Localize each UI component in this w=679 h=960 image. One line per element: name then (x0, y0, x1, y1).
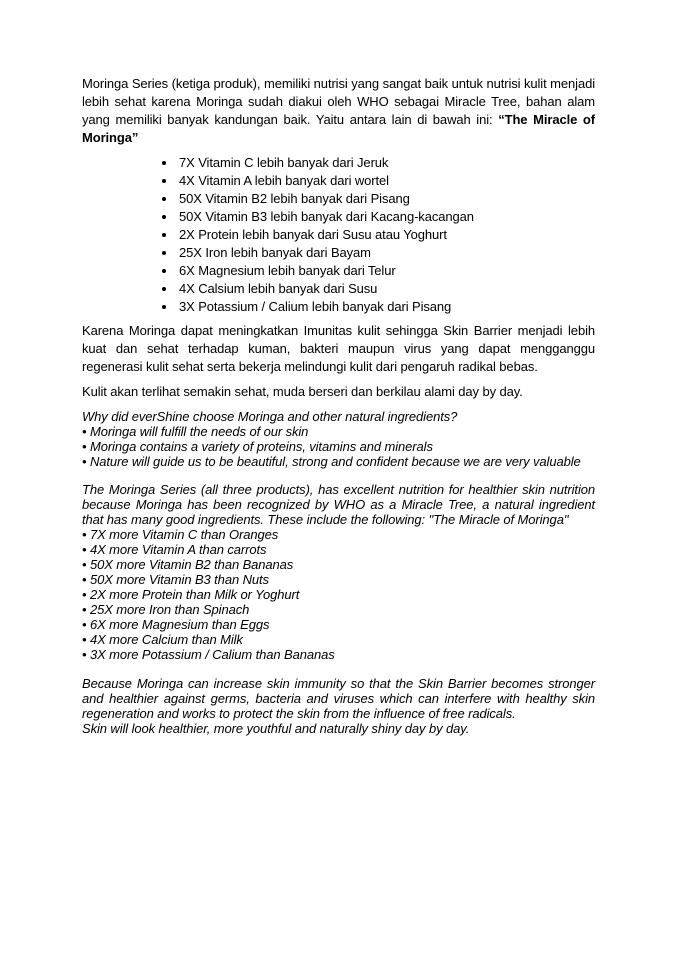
benefit-item-id: • 7X Vitamin C lebih banyak dari Jeruk (177, 154, 595, 172)
benefit-item-id: • 2X Protein lebih banyak dari Susu atau Yoghurt (177, 226, 595, 244)
moringa-benefits-list-en (82, 527, 595, 662)
benefit-item-en: • 50X more Vitamin B3 than Nuts (82, 572, 269, 587)
intro-paragraph (82, 75, 595, 147)
benefit-item-id: • 6X Magnesium lebih banyak dari Telur (177, 262, 595, 280)
benefit-item-en: • 25X more Iron than Spinach (82, 602, 250, 617)
benefit-item-en: • 4X more Vitamin A than carrots (82, 542, 267, 557)
benefit-item-id: • 3X Potassium / Calium lebih banyak dari Pisang (177, 298, 595, 316)
why-point: • Moringa contains a variety of proteins, vitamins and minerals (82, 439, 433, 454)
intro-bold-title: “The Miracle of Moringa” (82, 112, 595, 145)
benefit-item-en: • 4X more Calcium than Milk (82, 632, 243, 647)
why-point: • Moringa will fulfill the needs of our skin (82, 424, 309, 439)
benefit-item-en: • 3X more Potassium / Calium than Bananas (82, 647, 335, 662)
immunity-paragraph-id: Karena Moringa dapat meningkatkan Imunitas kulit sehingga Skin Barrier menjadi lebih kuat dan sehat terhadap kuman, bakteri maupun virus yang dapat mengganggu regenerasi kulit sehat serta bekerja melindungi kulit dari pengaruh radikal bebas. (82, 323, 595, 374)
skin-paragraph-id: Kulit akan terlihat semakin sehat, muda berseri dan berkilau alami day by day. (82, 384, 523, 399)
why-evershine-block (82, 409, 595, 469)
moringa-benefits-list-id (82, 154, 595, 316)
closing-block-en (82, 676, 595, 736)
immunity-paragraph-en: Because Moringa can increase skin immunity so that the Skin Barrier becomes stronger and healthier against germs, bacteria and viruses which can interfere with healthy skin regeneration and works to protect the skin from the influence of free radicals. (82, 676, 595, 721)
benefit-item-en: • 7X more Vitamin C than Oranges (82, 527, 279, 542)
benefit-item-id: • 50X Vitamin B3 lebih banyak dari Kacang-kacangan (177, 208, 595, 226)
intro-text: Moringa Series (ketiga produk), memiliki nutrisi yang sangat baik untuk nutrisi kulit menjadi lebih sehat karena Moringa sudah diakui oleh WHO sebagai Miracle Tree, bahan alam yang memiliki banyak kandungan baik. Yaitu antara lain di bawah ini: (82, 76, 595, 127)
benefit-item-id: • 4X Vitamin A lebih banyak dari wortel (177, 172, 595, 190)
series-paragraph-en: The Moringa Series (all three products), has excellent nutrition for healthier skin nutrition because Moringa has been recognized by WHO as a Miracle Tree, a natural ingredient that has many good ingredients. These include the following: "The Miracle of Moringa" (82, 482, 595, 527)
skin-paragraph-en: Skin will look healthier, more youthful and naturally shiny day by day. (82, 721, 470, 736)
benefit-item-id: • 25X Iron lebih banyak dari Bayam (177, 244, 595, 262)
benefit-item-en: • 6X more Magnesium than Eggs (82, 617, 270, 632)
why-question: Why did everShine choose Moringa and other natural ingredients? (82, 409, 458, 424)
benefit-item-en: • 2X more Protein than Milk or Yoghurt (82, 587, 300, 602)
why-points-list (82, 424, 595, 469)
benefit-item-en: • 50X more Vitamin B2 than Bananas (82, 557, 294, 572)
benefit-item-id: • 50X Vitamin B2 lebih banyak dari Pisang (177, 190, 595, 208)
benefit-item-id: • 4X Calsium lebih banyak dari Susu (177, 280, 595, 298)
why-point: • Nature will guide us to be beautiful, strong and confident because we are very valuable (82, 454, 581, 469)
